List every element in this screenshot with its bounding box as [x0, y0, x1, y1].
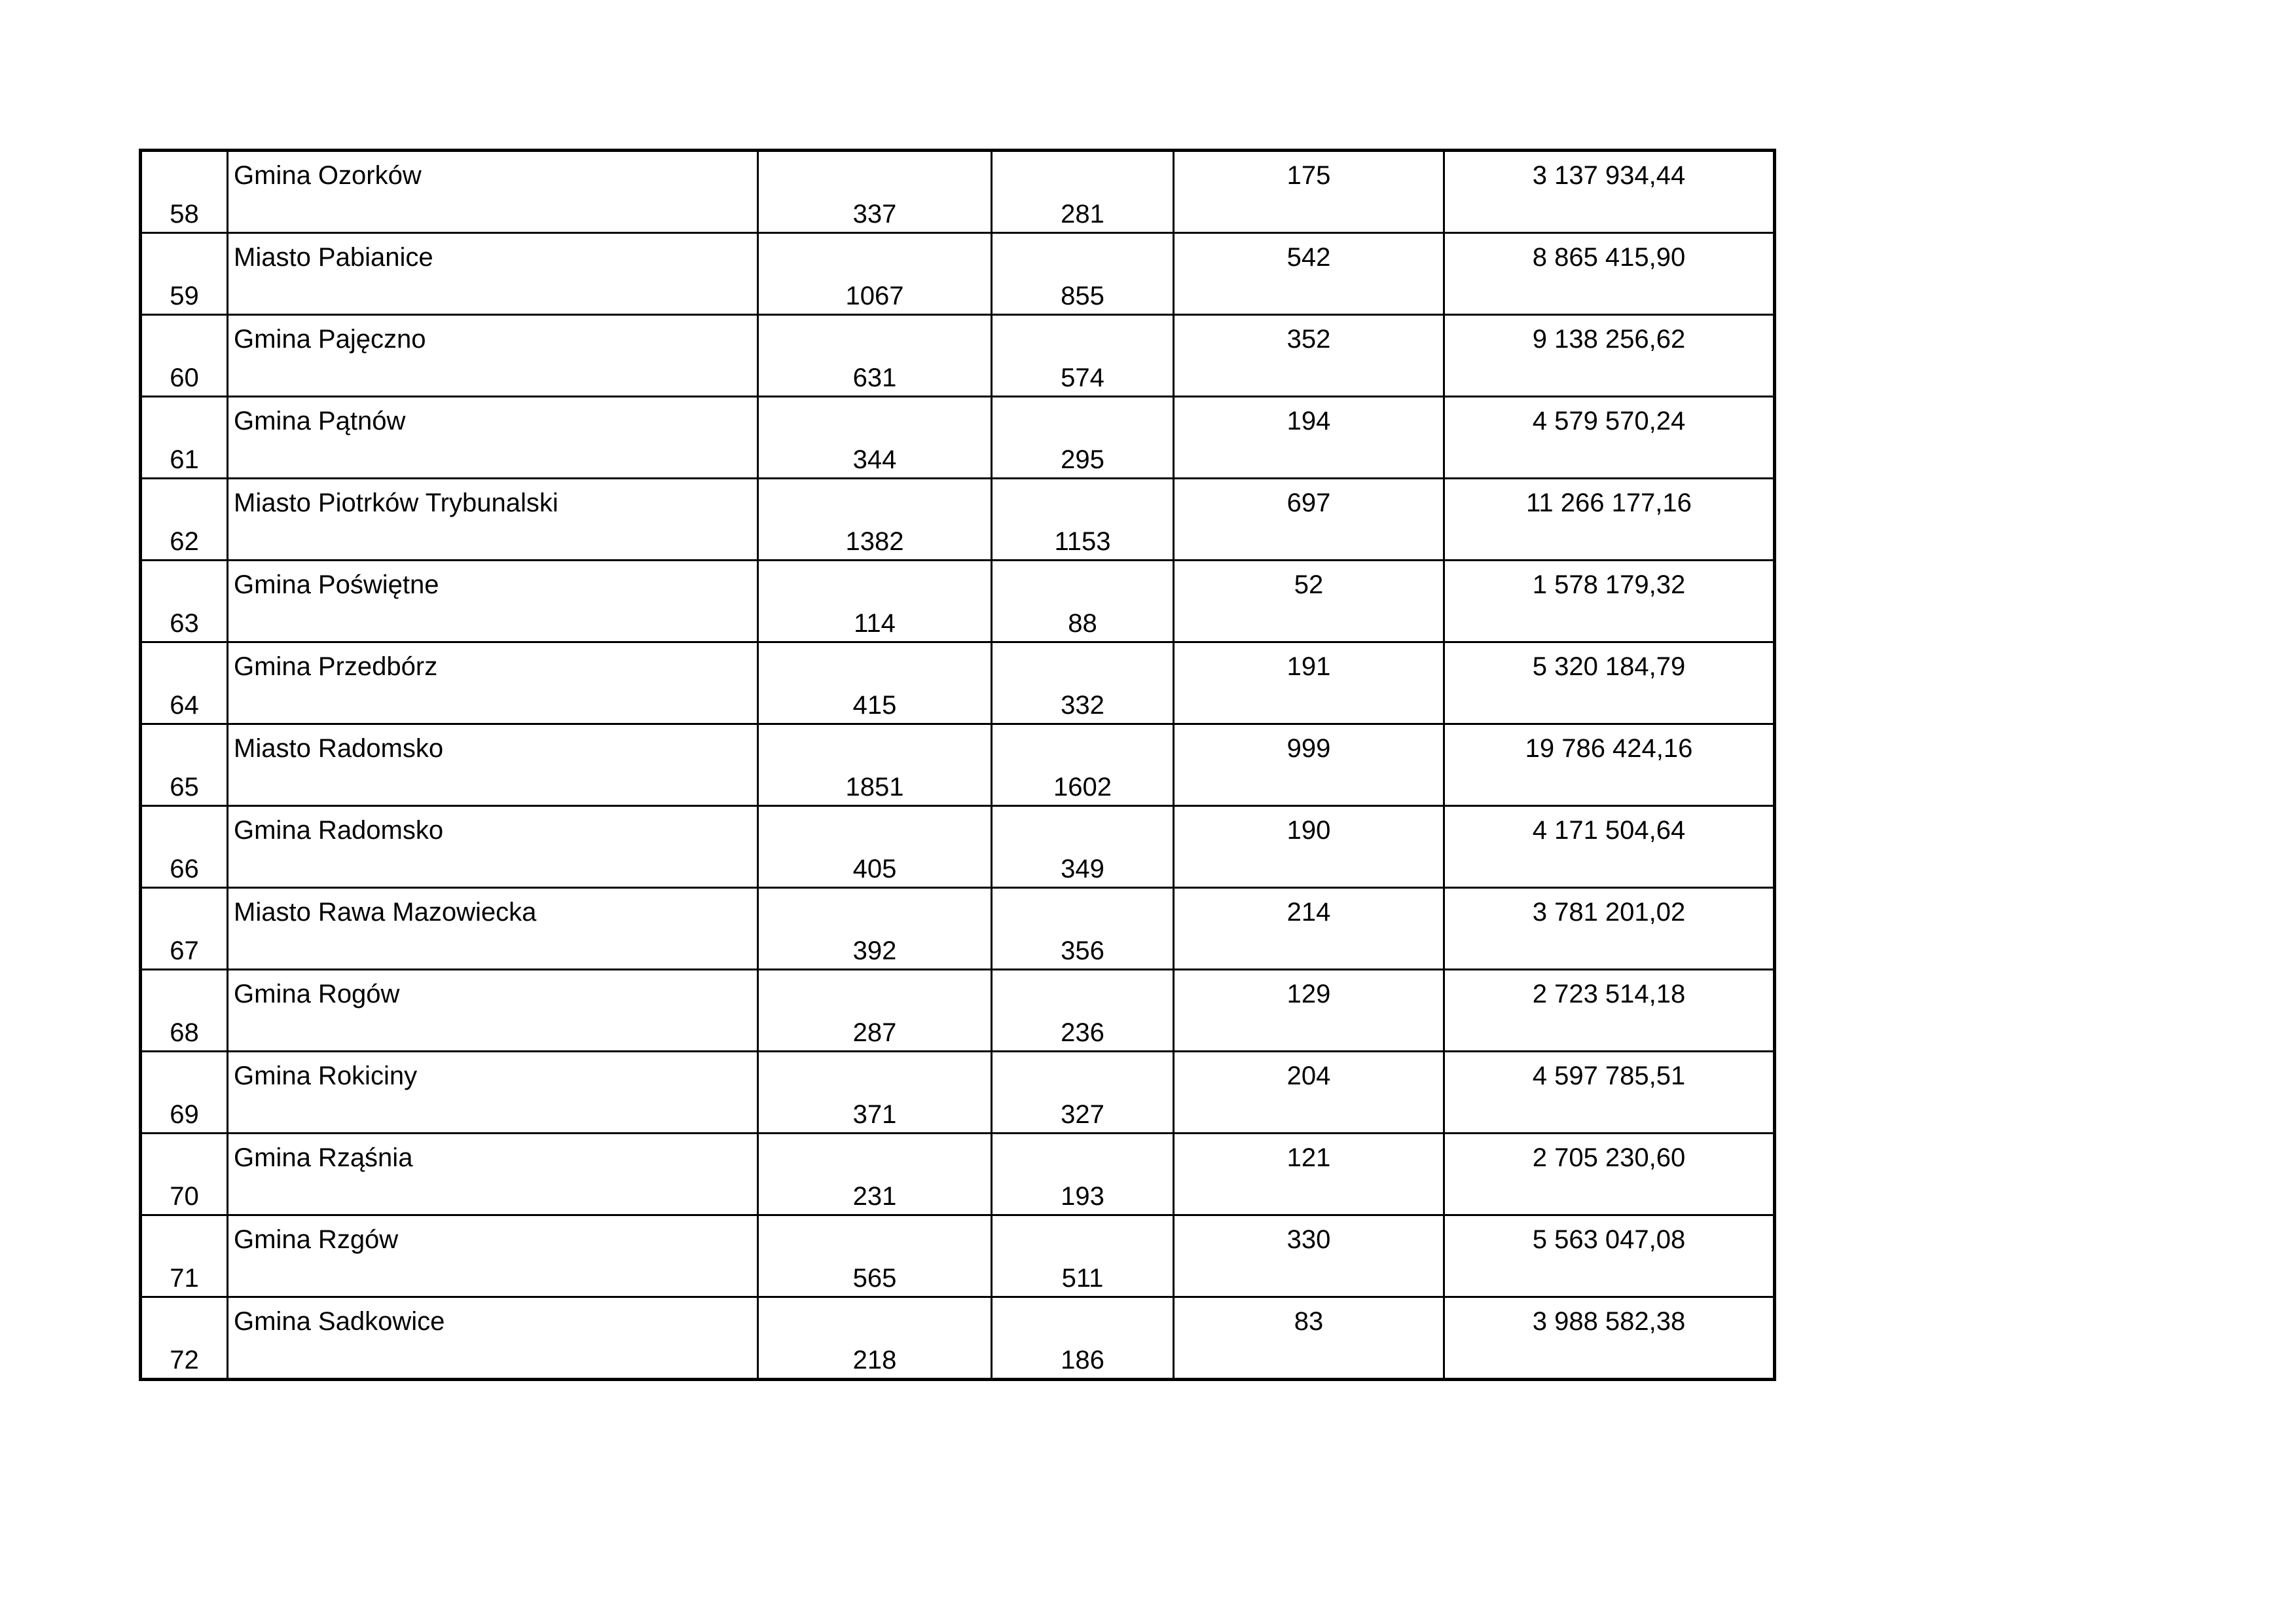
value-c: 191 [1286, 652, 1331, 681]
value-c-cell [1174, 724, 1444, 806]
municipality-name: Gmina Rogów [234, 980, 400, 1008]
amount-cell [1444, 315, 1775, 397]
value-a: 405 [852, 855, 897, 883]
row-number: 67 [170, 936, 199, 965]
value-c-cell [1174, 151, 1444, 233]
table-row [141, 642, 1775, 724]
value-a-cell [758, 888, 992, 970]
name-cell [228, 315, 758, 397]
value-b: 855 [1061, 282, 1104, 310]
value-a-cell [758, 397, 992, 479]
amount: 3 781 201,02 [1532, 898, 1686, 927]
row-number: 72 [170, 1346, 199, 1375]
value-c-cell [1174, 1215, 1444, 1297]
value-c-cell [1174, 561, 1444, 642]
amount: 5 563 047,08 [1532, 1225, 1686, 1254]
row-number: 69 [170, 1100, 199, 1129]
municipality-name: Gmina Rzgów [234, 1225, 399, 1254]
value-b-cell [992, 1134, 1174, 1215]
table-row [141, 888, 1775, 970]
amount: 2 705 230,60 [1532, 1143, 1686, 1172]
name-cell [228, 806, 758, 888]
row-number-cell [141, 1052, 228, 1134]
table-row [141, 233, 1775, 315]
value-b: 349 [1061, 855, 1104, 883]
value-c: 542 [1286, 243, 1331, 272]
amount: 2 723 514,18 [1532, 980, 1686, 1008]
name-cell [228, 561, 758, 642]
amount: 8 865 415,90 [1532, 243, 1686, 272]
value-b-cell [992, 806, 1174, 888]
table-row [141, 479, 1775, 561]
row-number-cell [141, 970, 228, 1052]
value-c-cell [1174, 315, 1444, 397]
name-cell [228, 479, 758, 561]
row-number-cell [141, 397, 228, 479]
municipality-name: Gmina Radomsko [234, 816, 444, 845]
amount: 4 171 504,64 [1532, 816, 1686, 845]
amount-cell [1444, 151, 1775, 233]
value-a: 344 [852, 445, 897, 474]
row-number: 65 [170, 773, 199, 802]
value-c: 330 [1286, 1225, 1331, 1254]
municipality-name: Miasto Pabianice [234, 243, 433, 272]
table-row [141, 1052, 1775, 1134]
data-table [139, 149, 1776, 1381]
table-row [141, 1297, 1775, 1380]
name-cell [228, 233, 758, 315]
value-a: 565 [852, 1264, 897, 1293]
value-b: 236 [1061, 1018, 1104, 1047]
value-b-cell [992, 233, 1174, 315]
municipality-name: Miasto Rawa Mazowiecka [234, 898, 537, 927]
value-c-cell [1174, 1052, 1444, 1134]
value-b: 511 [1061, 1264, 1104, 1293]
value-b: 1153 [1054, 527, 1111, 556]
amount: 3 988 582,38 [1532, 1307, 1686, 1336]
value-b-cell [992, 1215, 1174, 1297]
amount: 11 266 177,16 [1526, 489, 1692, 517]
amount-cell [1444, 888, 1775, 970]
value-c-cell [1174, 970, 1444, 1052]
value-a: 231 [852, 1182, 897, 1211]
value-b-cell [992, 397, 1174, 479]
table-row [141, 1215, 1775, 1297]
amount-cell [1444, 397, 1775, 479]
value-a-cell [758, 1134, 992, 1215]
municipality-name: Gmina Rząśnia [234, 1143, 413, 1172]
amount-cell [1444, 1297, 1775, 1380]
value-b: 327 [1061, 1100, 1104, 1129]
value-c-cell [1174, 642, 1444, 724]
row-number-cell [141, 561, 228, 642]
value-b-cell [992, 315, 1174, 397]
row-number: 58 [170, 200, 199, 229]
row-number: 64 [170, 691, 199, 720]
name-cell [228, 1215, 758, 1297]
name-cell [228, 970, 758, 1052]
row-number-cell [141, 479, 228, 561]
row-number-cell [141, 724, 228, 806]
amount-cell [1444, 479, 1775, 561]
value-a: 631 [852, 363, 897, 392]
amount-cell [1444, 642, 1775, 724]
table-row [141, 970, 1775, 1052]
row-number-cell [141, 806, 228, 888]
value-a-cell [758, 479, 992, 561]
value-a: 1067 [845, 282, 904, 310]
row-number-cell [141, 642, 228, 724]
row-number: 66 [170, 855, 199, 883]
table-row [141, 561, 1775, 642]
name-cell [228, 642, 758, 724]
row-number-cell [141, 315, 228, 397]
value-a-cell [758, 561, 992, 642]
value-c: 190 [1286, 816, 1331, 845]
row-number-cell [141, 1297, 228, 1380]
amount: 4 597 785,51 [1532, 1061, 1686, 1090]
amount-cell [1444, 233, 1775, 315]
value-c-cell [1174, 233, 1444, 315]
value-b-cell [992, 888, 1174, 970]
amount-cell [1444, 561, 1775, 642]
row-number-cell [141, 888, 228, 970]
value-a: 114 [854, 609, 896, 638]
row-number: 70 [170, 1182, 199, 1211]
table-row [141, 1134, 1775, 1215]
municipality-name: Gmina Sadkowice [234, 1307, 445, 1336]
value-b: 88 [1068, 609, 1097, 638]
table-row [141, 724, 1775, 806]
row-number: 63 [170, 609, 199, 638]
value-c-cell [1174, 806, 1444, 888]
value-c: 83 [1294, 1307, 1324, 1336]
amount-cell [1444, 970, 1775, 1052]
name-cell [228, 1134, 758, 1215]
amount-cell [1444, 806, 1775, 888]
value-a: 218 [852, 1346, 897, 1375]
value-c: 175 [1286, 161, 1331, 190]
name-cell [228, 888, 758, 970]
value-c: 121 [1286, 1143, 1331, 1172]
municipality-name: Gmina Pajęczno [234, 325, 426, 354]
value-a-cell [758, 806, 992, 888]
value-a-cell [758, 724, 992, 806]
value-a: 392 [852, 936, 897, 965]
table-body [141, 151, 1775, 1380]
value-a: 337 [852, 200, 897, 229]
value-c-cell [1174, 1134, 1444, 1215]
value-b: 356 [1061, 936, 1104, 965]
value-a-cell [758, 1052, 992, 1134]
value-b: 193 [1061, 1182, 1104, 1211]
row-number-cell [141, 1215, 228, 1297]
value-b-cell [992, 561, 1174, 642]
value-b-cell [992, 1297, 1174, 1380]
amount: 9 138 256,62 [1532, 325, 1686, 354]
value-a: 287 [852, 1018, 897, 1047]
name-cell [228, 724, 758, 806]
value-c: 204 [1286, 1061, 1331, 1090]
municipality-name: Gmina Rokiciny [234, 1061, 418, 1090]
amount: 19 786 424,16 [1525, 734, 1693, 763]
value-b: 332 [1061, 691, 1104, 720]
value-b-cell [992, 151, 1174, 233]
value-b-cell [992, 724, 1174, 806]
amount: 4 579 570,24 [1532, 407, 1686, 435]
value-c: 697 [1286, 489, 1331, 517]
value-b-cell [992, 1052, 1174, 1134]
value-c-cell [1174, 479, 1444, 561]
row-number: 62 [170, 527, 199, 556]
value-a: 1382 [845, 527, 904, 556]
value-b: 574 [1061, 363, 1104, 392]
municipality-name: Gmina Pątnów [234, 407, 406, 435]
municipality-name: Gmina Poświętne [234, 570, 439, 599]
amount: 1 578 179,32 [1532, 570, 1686, 599]
row-number: 68 [170, 1018, 199, 1047]
value-b-cell [992, 479, 1174, 561]
amount-cell [1444, 1134, 1775, 1215]
value-a: 371 [852, 1100, 897, 1129]
name-cell [228, 151, 758, 233]
row-number-cell [141, 233, 228, 315]
value-b: 186 [1061, 1346, 1104, 1375]
table-row [141, 397, 1775, 479]
value-c-cell [1174, 888, 1444, 970]
value-a: 415 [852, 691, 897, 720]
table-row [141, 151, 1775, 233]
value-a: 1851 [845, 773, 904, 802]
value-a-cell [758, 233, 992, 315]
row-number-cell [141, 1134, 228, 1215]
row-number: 59 [170, 282, 199, 310]
value-c: 52 [1294, 570, 1324, 599]
value-b-cell [992, 970, 1174, 1052]
value-b-cell [992, 642, 1174, 724]
value-c: 214 [1286, 898, 1331, 927]
value-b: 295 [1061, 445, 1104, 474]
value-a-cell [758, 151, 992, 233]
value-a-cell [758, 1215, 992, 1297]
name-cell [228, 397, 758, 479]
value-c: 129 [1286, 980, 1331, 1008]
value-a-cell [758, 1297, 992, 1380]
name-cell [228, 1297, 758, 1380]
value-b: 281 [1061, 200, 1104, 229]
municipality-name: Miasto Piotrków Trybunalski [234, 489, 558, 517]
value-b: 1602 [1053, 773, 1112, 802]
table-row [141, 315, 1775, 397]
amount: 3 137 934,44 [1532, 161, 1686, 190]
row-number: 60 [170, 363, 199, 392]
row-number: 71 [170, 1264, 199, 1293]
municipality-name: Gmina Ozorków [234, 161, 422, 190]
value-a-cell [758, 315, 992, 397]
value-c-cell [1174, 1297, 1444, 1380]
value-a-cell [758, 970, 992, 1052]
value-c: 999 [1286, 734, 1331, 763]
municipality-name: Miasto Radomsko [234, 734, 444, 763]
table-row [141, 806, 1775, 888]
municipality-name: Gmina Przedbórz [234, 652, 438, 681]
row-number: 61 [170, 445, 199, 474]
value-c: 194 [1286, 407, 1331, 435]
name-cell [228, 1052, 758, 1134]
amount-cell [1444, 1052, 1775, 1134]
value-c: 352 [1286, 325, 1331, 354]
amount-cell [1444, 1215, 1775, 1297]
value-a-cell [758, 642, 992, 724]
amount-cell [1444, 724, 1775, 806]
row-number-cell [141, 151, 228, 233]
value-c-cell [1174, 397, 1444, 479]
amount: 5 320 184,79 [1532, 652, 1686, 681]
